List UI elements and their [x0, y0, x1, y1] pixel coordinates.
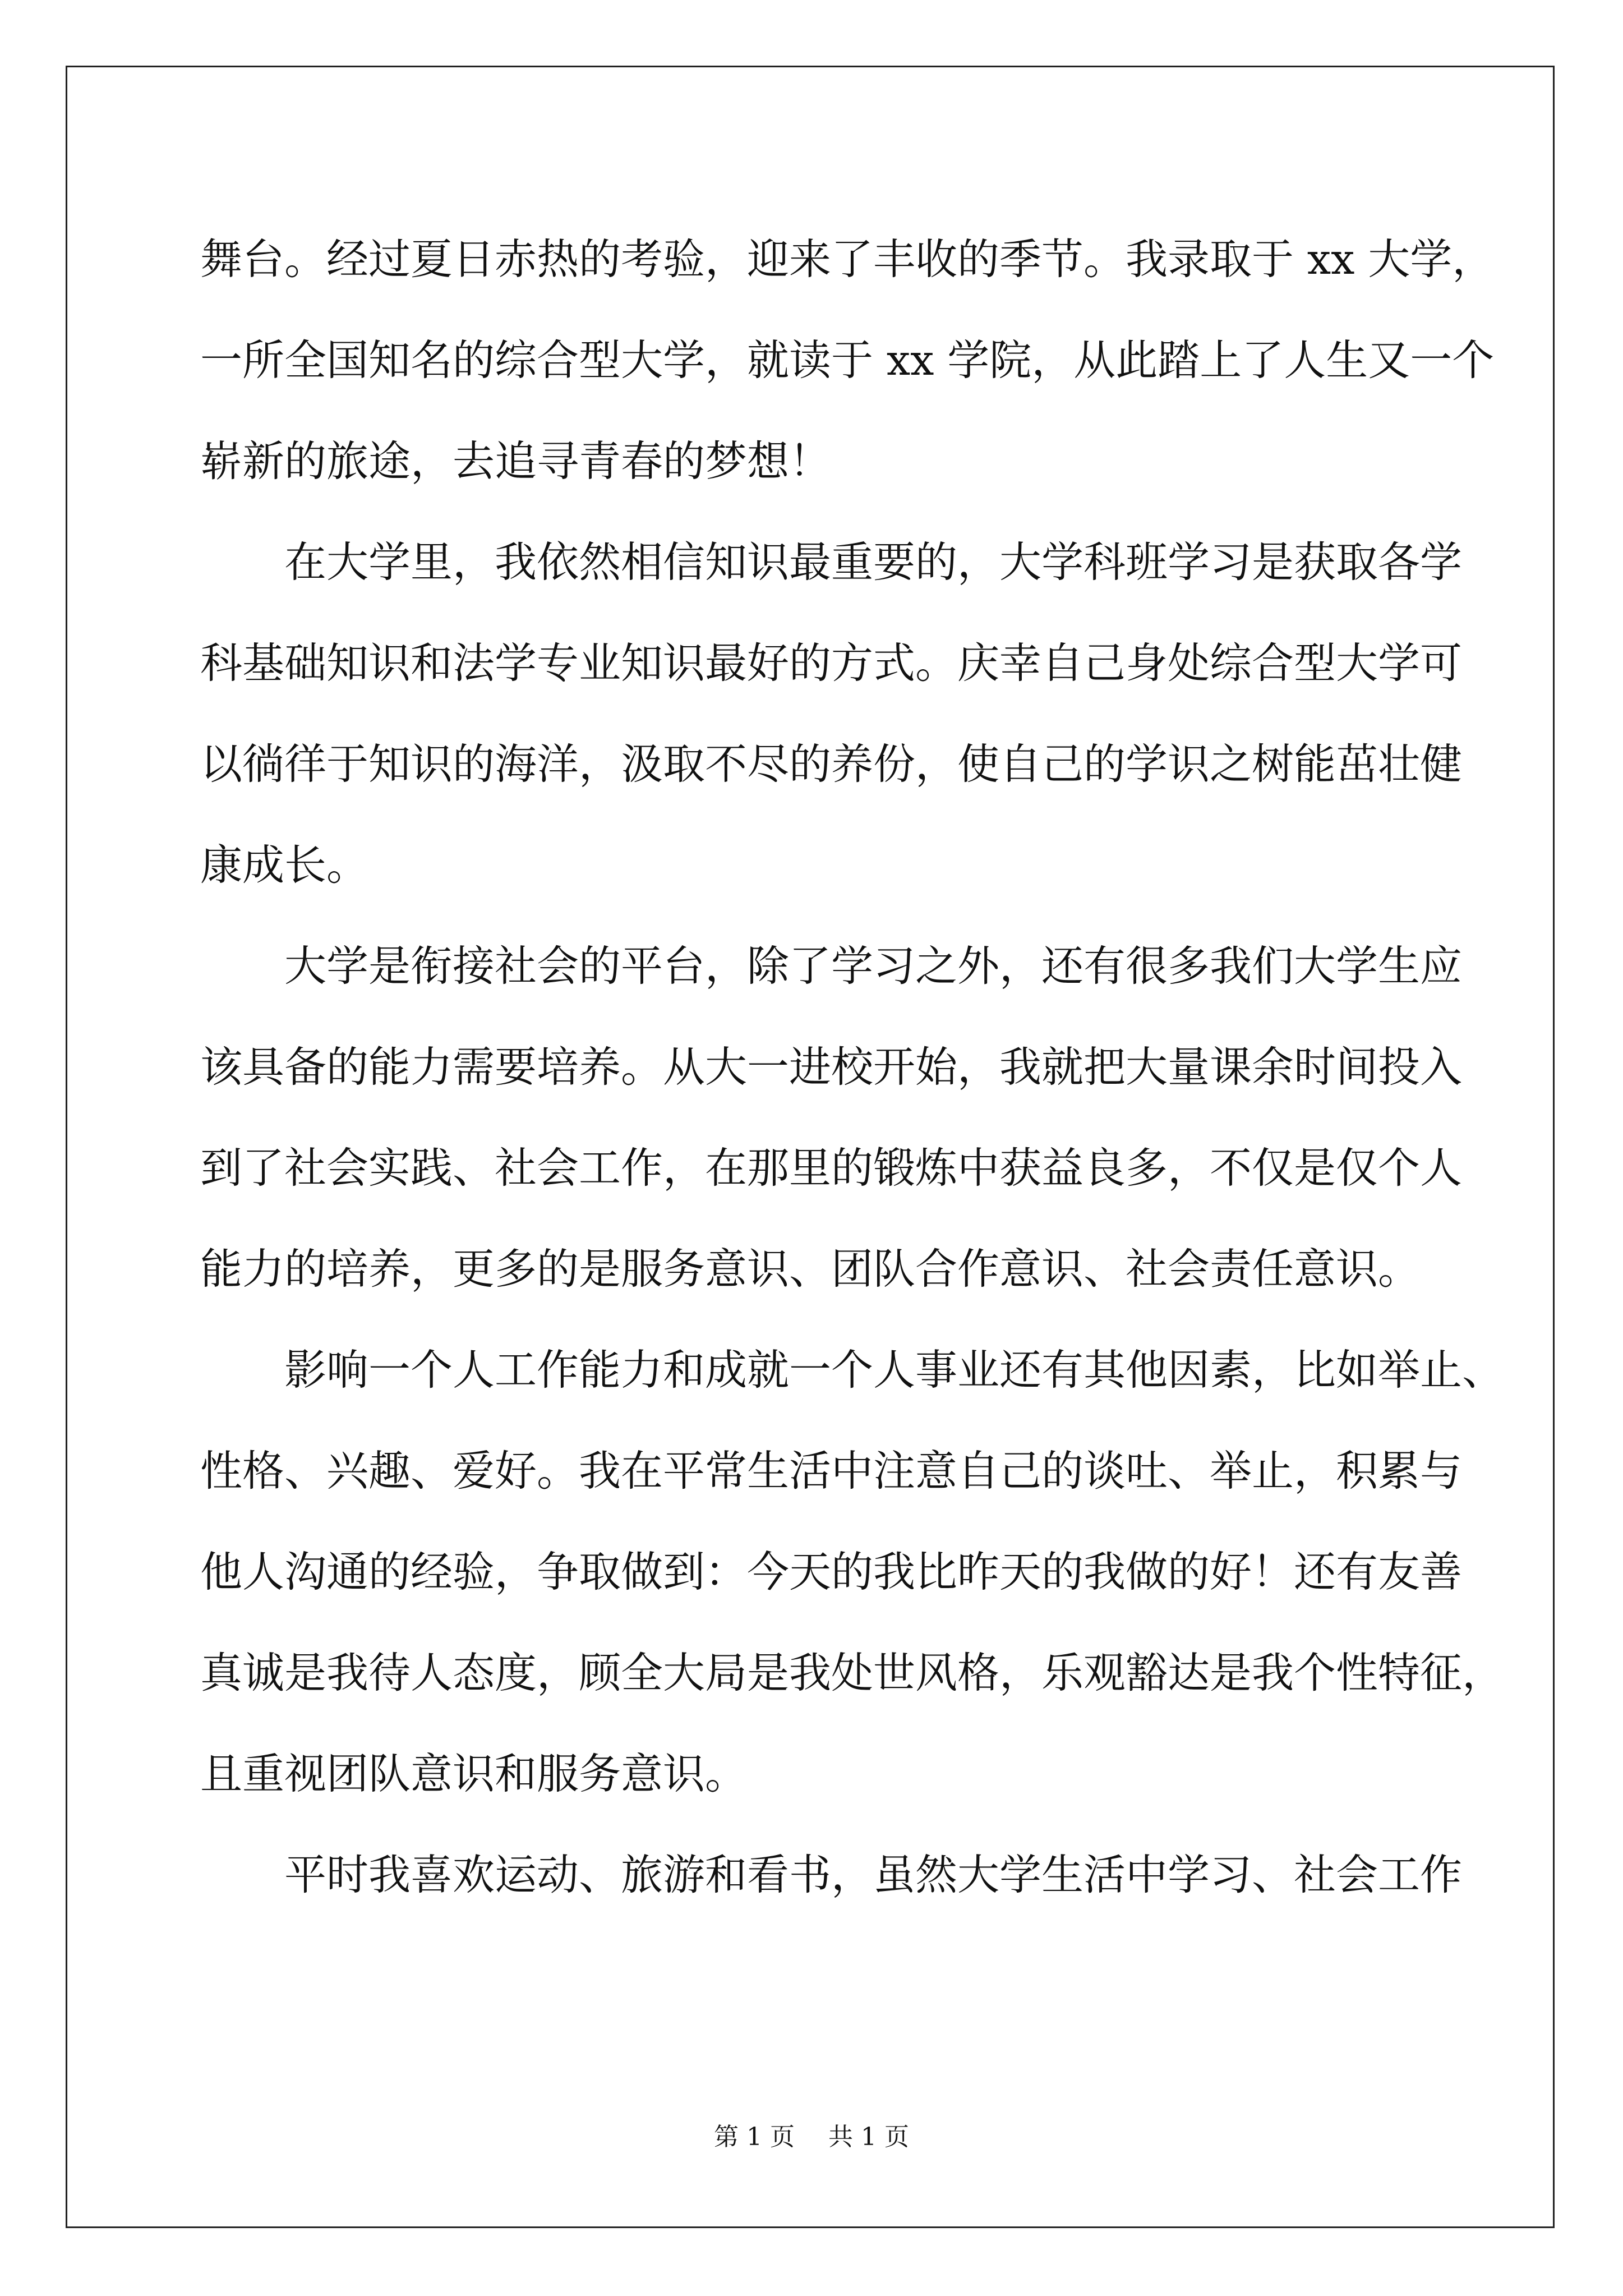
text-line: 他人沟通的经验，争取做到：今天的我比昨天的我做的好！还有友善 [200, 1547, 1463, 1596]
text-line: 能力的培养，更多的是服务意识、团队合作意识、社会责任意识。 [200, 1244, 1421, 1294]
text-line: 崭新的旅途，去追寻青春的梦想！ [200, 436, 832, 486]
page-total: 共 1 页 [828, 2123, 909, 2151]
text-line: 在大学里，我依然相信知识最重要的，大学科班学习是获取各学 [284, 537, 1463, 587]
text-line: 以徜徉于知识的海洋，汲取不尽的养份，使自己的学识之树能茁壮健 [200, 739, 1463, 789]
text-line: 大学是衔接社会的平台，除了学习之外，还有很多我们大学生应 [284, 941, 1463, 991]
text-line: 影响一个人工作能力和成就一个人事业还有其他因素，比如举止、 [284, 1345, 1505, 1395]
text-line: 康成长。 [200, 840, 369, 890]
text-line: 一所全国知名的综合型大学，就读于 xx 学院，从此踏上了人生又一个 [200, 335, 1495, 385]
document-body [200, 209, 1505, 1925]
text-line: 真诚是我待人态度，顾全大局是我处世风格，乐观豁达是我个性特征， [200, 1648, 1505, 1697]
text-line: 到了社会实践、社会工作，在那里的锻炼中获益良多，不仅是仅个人 [200, 1143, 1463, 1193]
text-line: 且重视团队意识和服务意识。 [200, 1749, 748, 1798]
page-number: 第 1 页 [714, 2123, 795, 2151]
text-line: 平时我喜欢运动、旅游和看书，虽然大学生活中学习、社会工作 [284, 1850, 1463, 1899]
text-line: 科基础知识和法学专业知识最好的方式。庆幸自己身处综合型大学可 [200, 638, 1463, 688]
text-line: 性格、兴趣、爱好。我在平常生活中注意自己的谈吐、举止，积累与 [200, 1446, 1463, 1496]
page-footer [0, 2120, 1623, 2154]
text-line: 舞台。经过夏日赤热的考验，迎来了丰收的季节。我录取于 xx 大学， [200, 234, 1495, 284]
text-line: 该具备的能力需要培养。从大一进校开始，我就把大量课余时间投入 [200, 1042, 1463, 1092]
